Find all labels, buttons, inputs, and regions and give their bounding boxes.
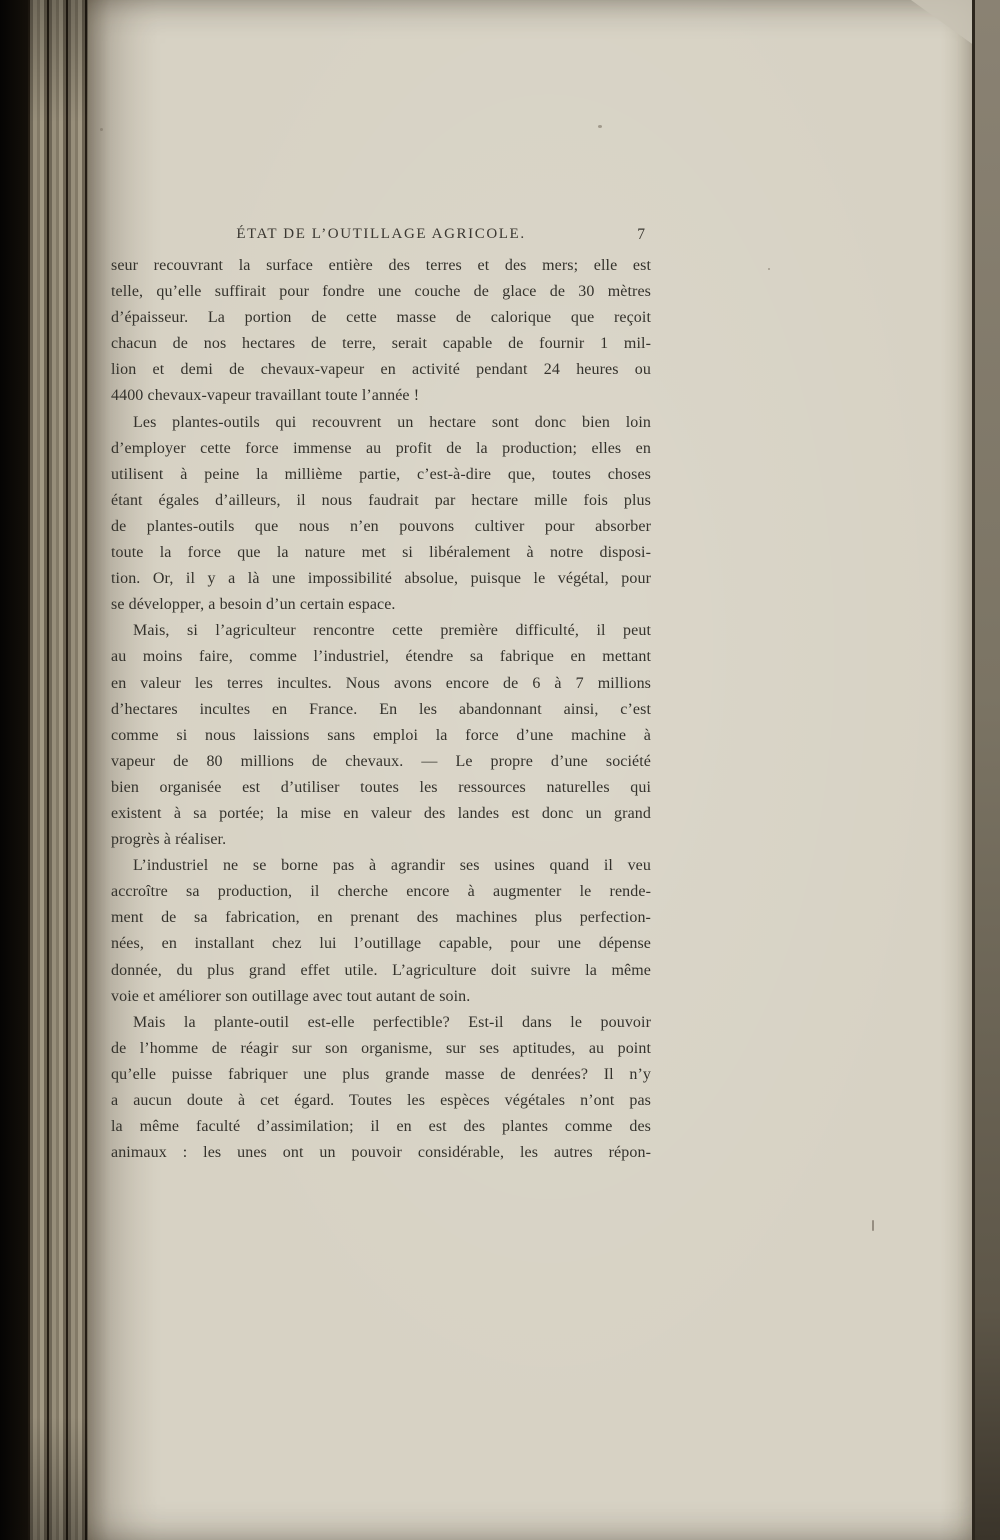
paragraph (111, 410, 651, 619)
running-title: ÉTAT DE L’OUTILLAGE AGRICOLE. (236, 226, 526, 242)
text-line: donnée, du plus grand effet utile. L’agriculture doit suivre la même (111, 961, 651, 979)
text-line: se développer, a besoin d’un certain espace. (111, 596, 396, 614)
text-line: vapeur de 80 millions de chevaux. — Le propre d’une société (111, 752, 651, 770)
scan-speck (872, 1220, 874, 1231)
paragraph (111, 853, 651, 1010)
scan-speck (100, 128, 103, 131)
text-line: utilisent à peine la millième partie, c’est-à-dire que, toutes choses (111, 465, 651, 483)
text-line: bien organisée est d’utiliser toutes les ressources naturelles qui (111, 778, 651, 796)
book-binding-shadow (0, 0, 28, 1540)
page-right-edge (972, 0, 1000, 1540)
text-line: de l’homme de réagir sur son organisme, sur ses aptitudes, au point (111, 1039, 651, 1057)
text-line: animaux : les unes ont un pouvoir considérable, les autres répon- (111, 1144, 651, 1162)
text-line: accroître sa production, il cherche encore à augmenter le rende- (111, 883, 651, 901)
text-line: existent à sa portée; la mise en valeur des landes est donc un grand (111, 804, 651, 822)
page-corner-fold (911, 0, 975, 46)
paragraph (111, 1010, 651, 1167)
text-line: ment de sa fabrication, en prenant des machines plus perfection- (111, 909, 651, 927)
text-line: L’industriel ne se borne pas à agrandir ses usines quand il veu (133, 857, 651, 875)
text-line: au moins faire, comme l’industriel, étendre sa fabrique en mettant (111, 648, 651, 666)
text-line: nées, en installant chez lui l’outillage capable, pour une dépense (111, 935, 651, 953)
paragraph (111, 253, 651, 410)
text-line: toute la force que la nature met si libéralement à notre disposi- (111, 544, 651, 562)
text-line: a aucun doute à cet égard. Toutes les espèces végétales n’ont pas (111, 1092, 651, 1109)
text-line: de plantes-outils que nous n’en pouvons cultiver pour absorber (111, 517, 651, 535)
text-line: chacun de nos hectares de terre, serait capable de fournir 1 mil- (111, 335, 651, 353)
text-line: seur recouvrant la surface entière des terres et des mers; elle est (111, 257, 651, 274)
text-line: d’hectares incultes en France. En les abandonnant ainsi, c’est (111, 700, 651, 718)
text-line: en valeur les terres incultes. Nous avons encore de 6 à 7 millions (111, 674, 651, 692)
text-line: étant égales d’ailleurs, il nous faudrait par hectare mille fois plus (111, 491, 651, 509)
text-line: comme si nous laissions sans emploi la force d’une machine à (111, 726, 651, 744)
text-line: telle, qu’elle suffirait pour fondre une couche de glace de 30 mètres (111, 283, 651, 301)
text-block (111, 253, 651, 1166)
scan-speck (768, 268, 770, 270)
paragraph (111, 618, 651, 853)
text-line: d’épaisseur. La portion de cette masse de calorique que reçoit (111, 309, 651, 327)
text-line: tion. Or, il y a là une impossibilité absolue, puisque le végétal, pour (111, 570, 651, 588)
text-line: voie et améliorer son outillage avec tout autant de soin. (111, 987, 471, 1005)
text-line: d’employer cette force immense au profit de la production; elles en (111, 439, 651, 457)
text-line: Mais, si l’agriculteur rencontre cette première difficulté, il peut (133, 622, 651, 640)
scan-speck (598, 125, 602, 128)
text-line: progrès à réaliser. (111, 831, 227, 849)
text-line: lion et demi de chevaux-vapeur en activité pendant 24 heures ou (111, 361, 651, 379)
page-header (111, 226, 651, 243)
text-line: Les plantes-outils qui recouvrent un hectare sont donc bien loin (133, 413, 651, 431)
text-line: Mais la plante-outil est-elle perfectible? Est-il dans le pouvoir (133, 1013, 651, 1031)
text-line: la même faculté d’assimilation; il en est des plantes comme des (111, 1118, 651, 1136)
page-number: 7 (637, 226, 645, 243)
text-line: 4400 chevaux-vapeur travaillant toute l’année ! (111, 387, 420, 405)
stacked-page-edges (28, 0, 88, 1540)
text-line: qu’elle puisse fabriquer une plus grande masse de denrées? Il n’y (111, 1065, 651, 1083)
